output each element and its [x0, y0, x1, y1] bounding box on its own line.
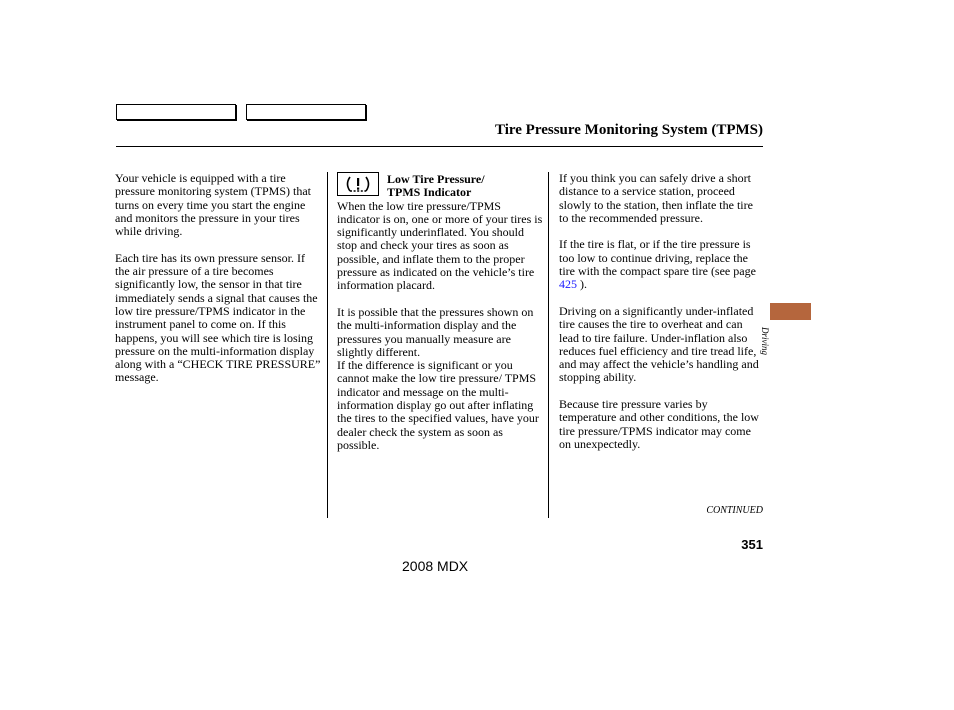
paragraph-drive-to-station: If you think you can safely drive a short distance to a service station, proceed slowly to the station, then inflate the tire to the recommended pressure. [559, 171, 753, 225]
column-right [559, 172, 765, 465]
column-left [115, 172, 321, 398]
paragraph-tpms-intro: Your vehicle is equipped with a tire pressure monitoring system (TPMS) that turns on every time you start the engine and monitors the pressure in your tires while driving. [115, 171, 311, 239]
section-label: Driving [760, 327, 770, 355]
indicator-heading-line1: Low Tire Pressure/ [387, 172, 485, 186]
paragraph-dealer-check: If the difference is significant or you cannot make the low tire pressure/ TPMS indicator and message on the multi-information display go out after inflating the tires to the specified values, have your dealer check the system as soon as possible. [337, 358, 539, 452]
column-middle [337, 172, 545, 466]
column-divider-1 [327, 172, 328, 518]
indicator-heading [387, 173, 485, 200]
paragraph-flat-tire [559, 238, 765, 291]
paragraph-temperature: Because tire pressure varies by temperature and other conditions, the low tire pressure/TPMS indicator may come on unexpectedly. [559, 397, 759, 451]
paragraph-indicator-on: When the low tire pressure/TPMS indicator is on, one or more of your tires is significantly underinflated. You should stop and check your tires as soon as possible, and inflate them to the proper pressure as indicated on the vehicle’s tire information placard. [337, 198, 543, 293]
flat-tire-text: If the tire is flat, or if the tire pressure is too low to continue driving, replace the tire with the compact spare tire (see page [559, 237, 756, 279]
paragraph-underinflation: Driving on a significantly under-inflated tire causes the tire to overheat and can lead to tire failure. Under-inflation also reduces fuel efficiency and tire tread life, and may affect the vehicle’s handling and stopping ability. [559, 303, 759, 385]
paragraph-pressure-difference: It is possible that the pressures shown on the multi-information display and the pressures you manually measure are slightly different. [337, 304, 534, 359]
page-title: Tire Pressure Monitoring System (TPMS) [494, 122, 763, 138]
page-425-link[interactable]: 425 [559, 277, 577, 292]
indicator-heading-row [337, 172, 545, 200]
section-label-container [760, 327, 790, 367]
continued-label: CONTINUED [706, 505, 763, 516]
paragraph-pressure-sensor: Each tire has its own pressure sensor. If the air pressure of a tire becomes significantly low, the sensor in that tire immediately sends a signal that causes the low tire pressure/TPMS indicator in the instrument panel to come on. If this happens, you will see which tire is losing pressure on the multi-information display along with a “CHECK TIRE PRESSURE” message. [115, 250, 321, 385]
tpms-warning-icon [337, 172, 379, 196]
column-divider-2 [548, 172, 549, 518]
section-tab-driving[interactable] [770, 303, 811, 320]
flat-tire-text-end: ). [577, 277, 587, 292]
model-label: 2008 MDX [402, 558, 469, 574]
page-number: 351 [741, 537, 763, 552]
nav-button-next[interactable] [246, 104, 366, 120]
title-divider [116, 146, 763, 147]
indicator-heading-line2: TPMS Indicator [387, 185, 472, 200]
nav-button-previous[interactable] [116, 104, 236, 120]
